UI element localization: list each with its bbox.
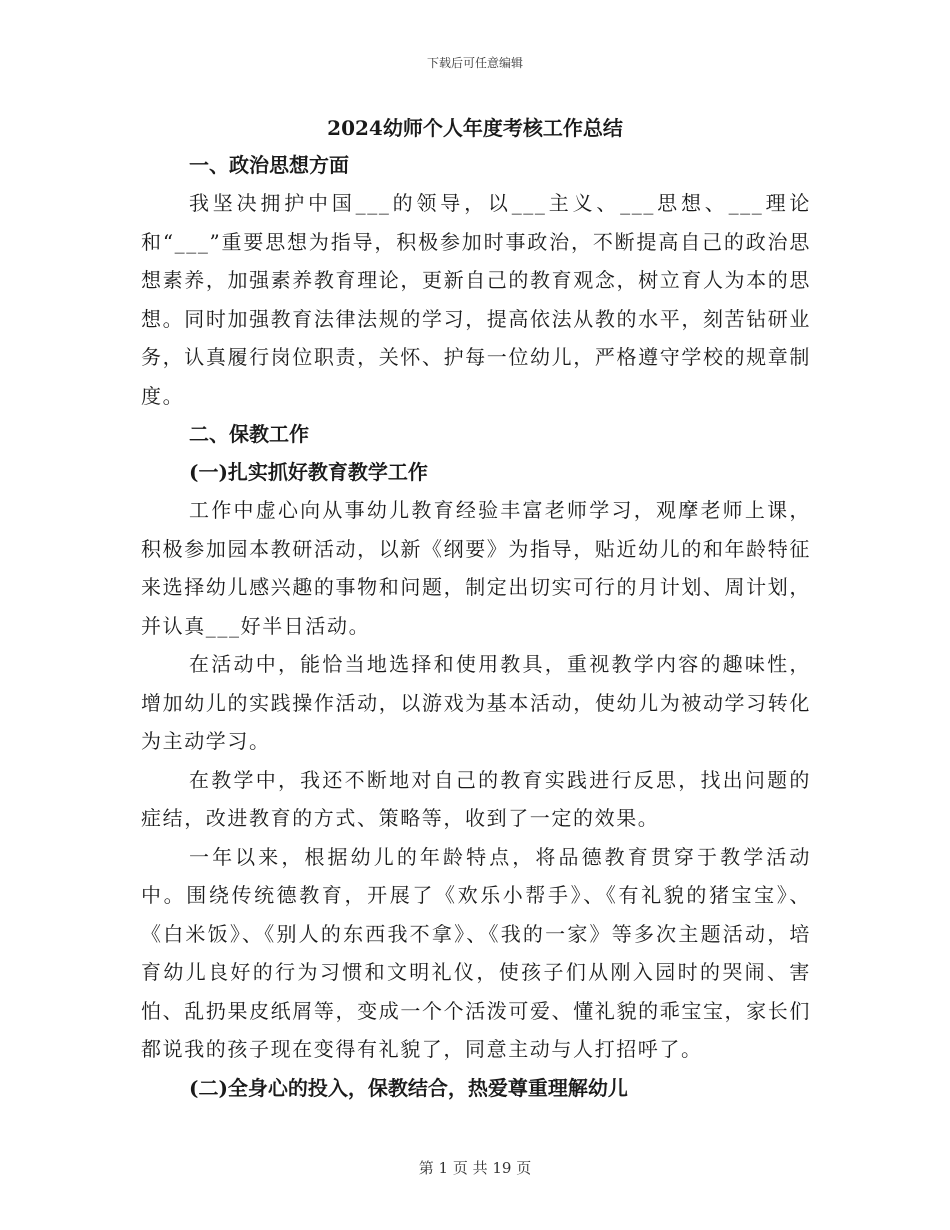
- paragraph-activities: 在活动中，能恰当地选择和使用教具，重视教学内容的趣味性，增加幼儿的实践操作活动，以游戏为基本活动，使幼儿为被动学习转化为主动学习。: [141, 652, 811, 753]
- subsection-heading-teaching: (一)扎实抓好教育教学工作: [189, 460, 428, 484]
- header-note: 下载后可任意编辑: [426, 56, 523, 70]
- document-body: [141, 146, 811, 1107]
- section-heading-care-education: 二、保教工作: [189, 422, 309, 446]
- page-number: 第 1 页 共 19 页: [418, 1159, 532, 1177]
- document-title: 2024幼师个人年度考核工作总结: [327, 116, 623, 140]
- subsection-heading-dedication: (二)全身心的投入，保教结合，热爱尊重理解幼儿: [189, 1075, 628, 1100]
- section-heading-politics: 一、政治思想方面: [189, 153, 349, 177]
- paragraph-teaching-learning: 工作中虚心向从事幼儿教育经验丰富老师学习，观摩老师上课，积极参加园本教研活动，以新《纲要》为指导，贴近幼儿的和年龄特征来选择幼儿感兴趣的事物和问题，制定出切实可行的月计划、周计划，并认真___好半日活动。: [141, 498, 811, 638]
- paragraph-reflection: 在教学中，我还不断地对自己的教育实践进行反思，找出问题的症结，改进教育的方式、策略等，收到了一定的效果。: [141, 767, 811, 830]
- paragraph-moral-education: 一年以来，根据幼儿的年龄特点，将品德教育贯穿于教学活动中。围绕传统德教育，开展了《欢乐小帮手》、《有礼貌的猪宝宝》、《白米饭》、《别人的东西我不拿》、《我的一家》等多次主题活动，培育幼儿良好的行为习惯和文明礼仪，使孩子们从刚入园时的哭闹、害怕、乱扔果皮纸屑等，变成一个个活泼可爱、懂礼貌的乖宝宝，家长们都说我的孩子现在变得有礼貌了，同意主动与人打招呼了。: [141, 844, 811, 1061]
- paragraph-politics: 我坚决拥护中国___的领导，以___主义、___思想、___理论和“___”重要思想为指导，积极参加时事政治，不断提高自己的政治思想素养，加强素养教育理论，更新自己的教育观念，树立育人为本的思想。同时加强教育法律法规的学习，提高依法从教的水平，刻苦钻研业务，认真履行岗位职责，关怀、护每一位幼儿，严格遵守学校的规章制度。: [141, 191, 811, 408]
